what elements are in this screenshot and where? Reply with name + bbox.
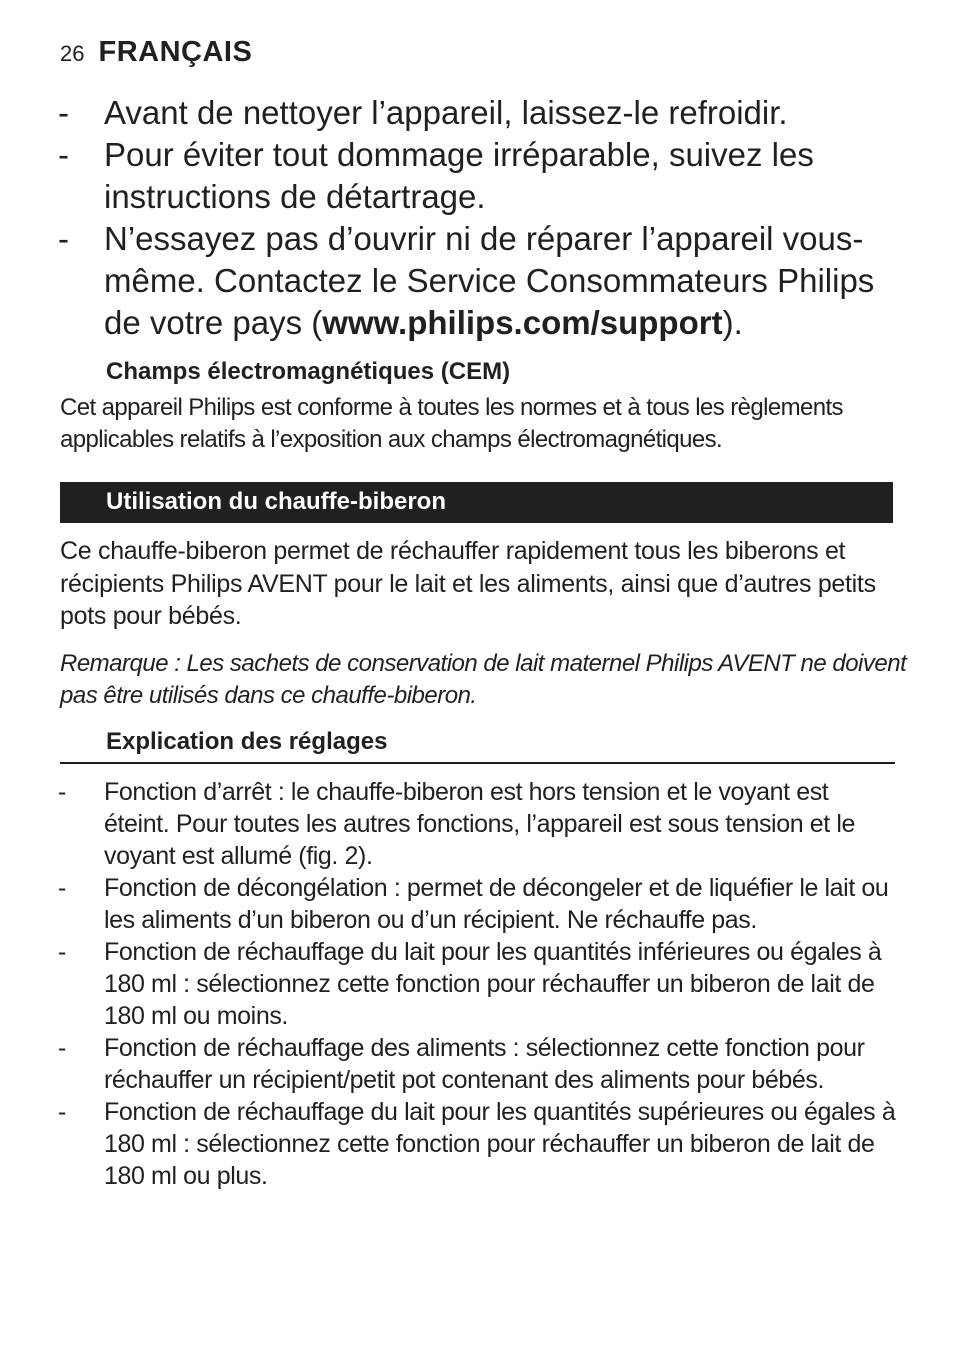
section-title: Utilisation du chauffe-biberon: [106, 488, 446, 515]
warning-text: N’essayez pas d’ouvrir ni de réparer l’appareil vous-même. Contactez le Service Consommateurs Philips de votre pays (: [104, 220, 875, 341]
bullet-dash: -: [58, 1034, 66, 1062]
settings-heading: Explication des réglages: [106, 728, 388, 755]
settings-item: [58, 936, 898, 1032]
language-title: FRANÇAIS: [98, 36, 253, 68]
settings-item: [58, 1096, 898, 1192]
bullet-dash: -: [58, 94, 69, 131]
bullet-dash: -: [58, 874, 66, 902]
heading-rule: [60, 762, 895, 764]
bullet-dash: -: [58, 938, 66, 966]
settings-item-text: Fonction de réchauffage du lait pour les quantités inférieures ou égales à 180 ml : sélectionnez cette fonction pour réchauffer un biberon de lait de 180 ml ou moins.: [104, 938, 882, 1030]
bullet-dash: -: [58, 220, 69, 257]
settings-list: [58, 776, 898, 1192]
settings-item-text: Fonction de réchauffage des aliments : sélectionnez cette fonction pour réchauffer un récipient/petit pot contenant des aliments pour bébés.: [104, 1034, 865, 1094]
warning-item: [58, 92, 908, 134]
bullet-dash: -: [58, 136, 69, 173]
warning-text: Pour éviter tout dommage irréparable, suivez les instructions de détartrage.: [104, 136, 814, 215]
warning-text: Avant de nettoyer l’appareil, laissez-le refroidir.: [104, 94, 788, 131]
support-link[interactable]: www.philips.com/support: [322, 304, 723, 341]
warning-text-end: ).: [722, 304, 743, 341]
cem-heading: Champs électromagnétiques (CEM): [106, 358, 511, 385]
settings-item-text: Fonction de décongélation : permet de décongeler et de liquéfier le lait ou les aliments d’un biberon ou d’un récipient. Ne réchauffe pas.: [104, 874, 889, 934]
settings-item-text: Fonction d’arrêt : le chauffe-biberon est hors tension et le voyant est éteint. Pour toutes les autres fonctions, l’appareil est sous tension et le voyant est allumé (fig. 2).: [104, 778, 856, 870]
note-paragraph: Remarque : Les sachets de conservation de lait maternel Philips AVENT ne doivent pas être utilisés dans ce chauffe-biberon.: [60, 650, 907, 709]
warning-list: [58, 92, 908, 344]
intro-paragraph: Ce chauffe-biberon permet de réchauffer rapidement tous les biberons et récipients Philips AVENT pour le lait et les aliments, ainsi que d’autres petits pots pour bébés.: [60, 537, 876, 630]
warning-item: [58, 134, 908, 218]
cem-paragraph: Cet appareil Philips est conforme à toutes les normes et à tous les règlements applicables relatifs à l’exposition aux champs électromagnétiques.: [60, 394, 843, 453]
warning-item: [58, 218, 908, 344]
page-number: 26: [60, 41, 85, 66]
settings-item-text: Fonction de réchauffage du lait pour les quantités supérieures ou égales à 180 ml : sélectionnez cette fonction pour réchauffer un biberon de lait de 180 ml ou plus.: [104, 1098, 896, 1190]
settings-item: [58, 1032, 898, 1096]
section-title-bar: [60, 482, 893, 523]
settings-item: [58, 776, 898, 872]
bullet-dash: -: [58, 778, 66, 806]
settings-item: [58, 872, 898, 936]
bullet-dash: -: [58, 1098, 66, 1126]
page-header: [60, 36, 252, 69]
